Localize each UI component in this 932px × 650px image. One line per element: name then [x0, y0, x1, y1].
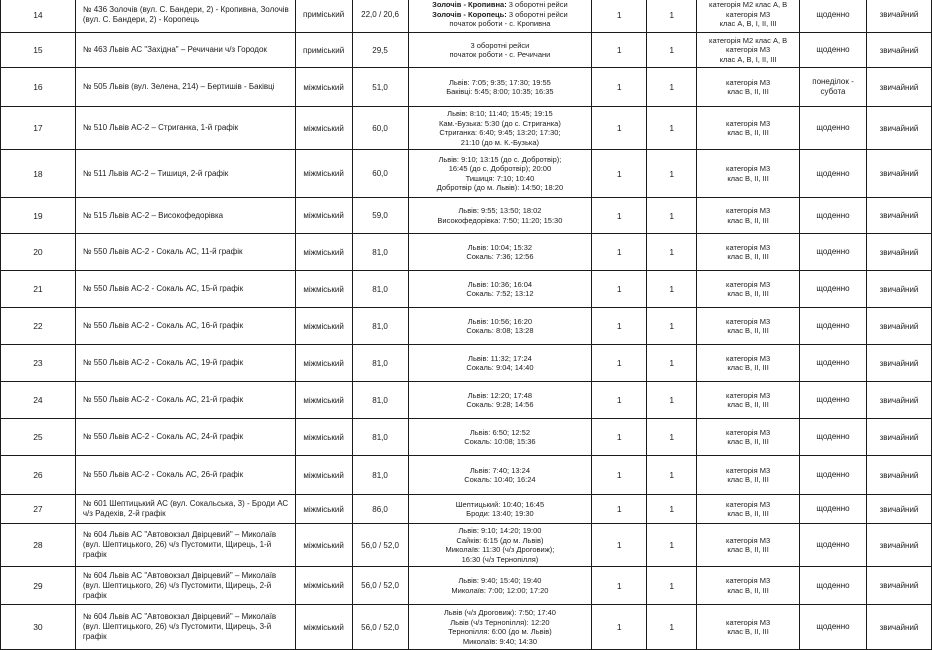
- schedule-line: Сокаль: 8:08; 13:28: [466, 326, 534, 335]
- schedule-line: Тишиця: 7:10; 10:40: [465, 173, 535, 183]
- table-row: [1, 567, 932, 605]
- transport-type-cell: міжміський: [295, 382, 352, 419]
- bus-category-cell: [697, 567, 800, 605]
- table-row: [1, 456, 932, 495]
- route-number-cell: 26: [1, 456, 76, 495]
- trips-out-cell: 1: [592, 271, 647, 308]
- route-name-cell: № 601 Шептицький АС (вул. Сокальська, 3) - Броди АС ч/з Радехів, 2-й графік: [75, 495, 295, 524]
- distance-cell: 56,0 / 52,0: [352, 524, 408, 567]
- schedule-line: Сокаль: 9:04; 14:40: [466, 363, 534, 372]
- table-row: [1, 150, 932, 198]
- category-line: категорія М3: [726, 77, 771, 87]
- category-line: клас В, II, III: [727, 252, 769, 261]
- periodicity-cell: щоденно: [800, 33, 867, 68]
- route-number-cell: 27: [1, 495, 76, 524]
- schedule-line: Броди: 13:40; 19:30: [466, 509, 534, 518]
- transport-type-cell: приміський: [295, 33, 352, 68]
- bus-category-cell: [697, 271, 800, 308]
- schedule-line: Львів (ч/з Дроговиж): 7:50; 17:40: [443, 608, 556, 617]
- trips-back-cell: 1: [647, 495, 697, 524]
- route-number-cell: 21: [1, 271, 76, 308]
- route-mode-cell: звичайний: [866, 107, 931, 150]
- schedule-cell: [408, 456, 592, 495]
- schedule-line: Львів: 9:55; 13:50; 18:02: [458, 206, 542, 215]
- trips-out-cell: 1: [592, 495, 647, 524]
- category-line: категорія М3: [726, 9, 771, 19]
- distance-cell: 81,0: [352, 234, 408, 271]
- distance-cell: 86,0: [352, 495, 408, 524]
- schedule-line: Сокаль: 7:52; 13:12: [466, 289, 534, 298]
- category-line: клас В, II, III: [727, 437, 769, 446]
- trips-back-cell: 1: [647, 107, 697, 150]
- periodicity-cell: щоденно: [800, 345, 867, 382]
- bus-category-cell: [697, 234, 800, 271]
- route-name-cell: № 550 Львів АС-2 - Сокаль АС, 26-й графік: [75, 456, 295, 495]
- route-number-cell: 30: [1, 605, 76, 650]
- trips-out-cell: 1: [592, 567, 647, 605]
- schedule-cell: [408, 107, 592, 150]
- category-line: клас В, II, III: [727, 326, 769, 335]
- route-mode-cell: звичайний: [866, 234, 931, 271]
- periodicity-cell: щоденно: [800, 605, 867, 650]
- schedule-cell: [408, 345, 592, 382]
- schedule-cell: [408, 308, 592, 345]
- category-line: клас В, II, III: [727, 400, 769, 409]
- schedule-cell: [408, 419, 592, 456]
- transport-type-cell: міжміський: [295, 456, 352, 495]
- route-name-cell: № 510 Львів АС-2 – Стриганка, 1-й графік: [75, 107, 295, 150]
- schedule-line: Високофедорівка: 7:50; 11:20; 15:30: [437, 215, 563, 225]
- schedule-line: 3 оборотні рейси: [470, 40, 530, 50]
- trips-out-cell: 1: [592, 419, 647, 456]
- trips-back-cell: 1: [647, 150, 697, 198]
- distance-cell: 81,0: [352, 345, 408, 382]
- table-row: [1, 198, 932, 234]
- bus-category-cell: [697, 107, 800, 150]
- bus-category-cell: [697, 345, 800, 382]
- route-name-cell: № 515 Львів АС-2 – Високофедорівка: [75, 198, 295, 234]
- schedule-line: Сокаль: 10:40; 16:24: [464, 475, 536, 484]
- schedule-cell: [408, 234, 592, 271]
- category-line: клас В, II, III: [727, 173, 769, 183]
- transport-type-cell: міжміський: [295, 107, 352, 150]
- schedule-line: Львів: 6:50; 12:52: [469, 427, 530, 437]
- distance-cell: 60,0: [352, 107, 408, 150]
- trips-back-cell: 1: [647, 382, 697, 419]
- category-line: категорія М3: [726, 164, 771, 173]
- category-line: категорія М3: [726, 499, 771, 509]
- schedule-line-bold: Золочів - Коропець:: [432, 9, 507, 19]
- distance-cell: 81,0: [352, 419, 408, 456]
- trips-back-cell: 1: [647, 198, 697, 234]
- table-row: [1, 345, 932, 382]
- trips-back-cell: 1: [647, 419, 697, 456]
- trips-out-cell: 1: [592, 345, 647, 382]
- route-number-cell: 28: [1, 524, 76, 567]
- schedule-line: Тернопілля: 6:00 (до м. Львів): [448, 627, 552, 636]
- trips-back-cell: 1: [647, 234, 697, 271]
- periodicity-cell: щоденно: [800, 524, 867, 567]
- table-row: [1, 495, 932, 524]
- bus-category-cell: [697, 308, 800, 345]
- schedule-line: Львів: 9:10; 14:20; 19:00: [458, 526, 542, 535]
- route-number-cell: 14: [1, 0, 76, 33]
- routes-table-body: [1, 0, 932, 650]
- schedule-line: Миколаїв: 11:30 (ч/з Дроговиж);: [445, 545, 555, 554]
- trips-back-cell: 1: [647, 345, 697, 382]
- route-name-cell: № 550 Львів АС-2 - Сокаль АС, 21-й графік: [75, 382, 295, 419]
- category-line: категорія М3: [726, 427, 771, 437]
- route-name-cell: № 511 Львів АС-2 – Тишиця, 2-й графік: [75, 150, 295, 198]
- route-name-cell: № 550 Львів АС-2 - Сокаль АС, 19-й графік: [75, 345, 295, 382]
- schedule-line: Львів: 11:32; 17:24: [468, 353, 532, 363]
- distance-cell: 22,0 / 20,6: [352, 0, 408, 33]
- distance-cell: 81,0: [352, 271, 408, 308]
- periodicity-cell: щоденно: [800, 150, 867, 198]
- schedule-line-bold: Золочів - Кропивна:: [432, 0, 507, 10]
- periodicity-cell: щоденно: [800, 0, 867, 33]
- route-name-cell: № 436 Золочів (вул. С. Бандери, 2) - Кропивна, Золочів (вул. С. Бандери, 2) - Коропець: [75, 0, 295, 33]
- bus-category-cell: [697, 495, 800, 524]
- category-line: клас А, В, I, II, III: [719, 54, 777, 64]
- route-mode-cell: звичайний: [866, 345, 931, 382]
- category-line: категорія М3: [726, 316, 771, 326]
- periodicity-cell: щоденно: [800, 234, 867, 271]
- route-mode-cell: звичайний: [866, 308, 931, 345]
- periodicity-cell: щоденно: [800, 107, 867, 150]
- trips-out-cell: 1: [592, 605, 647, 650]
- route-name-cell: № 463 Львів АС "Західна" – Речичани ч/з Городок: [75, 33, 295, 68]
- trips-out-cell: 1: [592, 382, 647, 419]
- schedule-line: Львів: 7:05; 9:35; 17:30; 19:55: [448, 77, 551, 87]
- bus-category-cell: [697, 0, 800, 33]
- periodicity-cell: щоденно: [800, 271, 867, 308]
- category-line: клас В, II, III: [727, 128, 769, 137]
- route-mode-cell: звичайний: [866, 495, 931, 524]
- schedule-line: Львів: 7:40; 13:24: [469, 465, 530, 475]
- table-row: [1, 524, 932, 567]
- category-line: категорія М3: [726, 353, 771, 363]
- table-row: [1, 33, 932, 68]
- schedule-line: Львів: 9:40; 15:40; 19:40: [458, 576, 542, 585]
- schedule-line: Львів: 12:20; 17:48: [467, 390, 533, 400]
- route-number-cell: 17: [1, 107, 76, 150]
- schedule-line: Стриганка: 6:40; 9:45; 13:20; 17:30;: [439, 128, 561, 137]
- periodicity-cell: щоденно: [800, 419, 867, 456]
- transport-type-cell: міжміський: [295, 345, 352, 382]
- table-row: [1, 107, 932, 150]
- category-line: клас В, II, III: [727, 363, 769, 372]
- schedule-line: Львів: 8:10; 11:40; 15:45; 19:15: [447, 109, 553, 118]
- transport-type-cell: міжміський: [295, 567, 352, 605]
- bus-category-cell: [697, 524, 800, 567]
- bus-category-cell: [697, 68, 800, 107]
- trips-back-cell: 1: [647, 456, 697, 495]
- schedule-line: Сокаль: 9:28; 14:56: [466, 400, 534, 409]
- transport-type-cell: міжміський: [295, 605, 352, 650]
- distance-cell: 29,5: [352, 33, 408, 68]
- schedule-cell: [408, 33, 592, 68]
- category-line: категорія М3: [726, 617, 771, 627]
- transport-type-cell: міжміський: [295, 68, 352, 107]
- trips-back-cell: 1: [647, 524, 697, 567]
- trips-out-cell: 1: [592, 68, 647, 107]
- schedule-line: Сокаль: 7:36; 12:56: [466, 252, 534, 261]
- route-number-cell: 29: [1, 567, 76, 605]
- distance-cell: 81,0: [352, 382, 408, 419]
- transport-type-cell: міжміський: [295, 271, 352, 308]
- trips-out-cell: 1: [592, 0, 647, 33]
- schedule-cell: [408, 524, 592, 567]
- schedule-line: Львів: 10:04; 15:32: [467, 242, 533, 252]
- bus-category-cell: [697, 150, 800, 198]
- route-mode-cell: звичайний: [866, 68, 931, 107]
- schedule-line: Миколаїв: 7:00; 12:00; 17:20: [451, 585, 549, 595]
- schedule-line: Сайків: 6:15 (до м. Львів): [456, 535, 544, 545]
- distance-cell: 56,0 / 52,0: [352, 567, 408, 605]
- category-line: категорія М3: [726, 242, 771, 252]
- table-row: [1, 419, 932, 456]
- schedule-line: Львів: 10:36; 16:04: [467, 279, 533, 289]
- transport-type-cell: приміський: [295, 0, 352, 33]
- category-line: клас В, II, III: [727, 585, 769, 595]
- category-line: клас В, II, III: [727, 627, 769, 636]
- table-row: [1, 605, 932, 650]
- route-number-cell: 20: [1, 234, 76, 271]
- trips-out-cell: 1: [592, 234, 647, 271]
- category-line: клас В, II, III: [727, 509, 769, 518]
- distance-cell: 81,0: [352, 456, 408, 495]
- schedule-line: Львів: 9:10; 13:15 (до с. Добротвір);: [438, 154, 562, 164]
- route-number-cell: 19: [1, 198, 76, 234]
- route-name-cell: № 550 Львів АС-2 - Сокаль АС, 15-й графік: [75, 271, 295, 308]
- route-mode-cell: звичайний: [866, 271, 931, 308]
- schedule-line: Добротвір (до м. Львів): 14:50; 18:20: [436, 183, 564, 192]
- route-mode-cell: звичайний: [866, 524, 931, 567]
- schedule-cell: [408, 605, 592, 650]
- distance-cell: 59,0: [352, 198, 408, 234]
- schedule-line: Миколаїв: 9:40; 14:30: [462, 636, 537, 646]
- category-line: клас В, II, III: [727, 545, 769, 554]
- trips-back-cell: 1: [647, 271, 697, 308]
- periodicity-cell: щоденно: [800, 382, 867, 419]
- schedule-line: 16:30 (ч/з Тернопілля): [461, 554, 539, 564]
- schedule-line: Шептицький: 10:40; 16:45: [455, 499, 545, 509]
- schedule-cell: [408, 198, 592, 234]
- trips-back-cell: 1: [647, 33, 697, 68]
- schedule-cell: [408, 382, 592, 419]
- transport-type-cell: міжміський: [295, 524, 352, 567]
- category-line: клас В, II, III: [727, 87, 769, 96]
- table-row: [1, 68, 932, 107]
- schedule-line-rest: 3 оборотні рейси: [506, 9, 568, 19]
- schedule-line: Львів: 10:56; 16:20: [467, 316, 533, 326]
- bus-category-cell: [697, 198, 800, 234]
- periodicity-cell: щоденно: [800, 567, 867, 605]
- trips-out-cell: 1: [592, 33, 647, 68]
- trips-back-cell: 1: [647, 308, 697, 345]
- transport-type-cell: міжміський: [295, 234, 352, 271]
- category-line: клас В, II, III: [727, 289, 769, 298]
- route-mode-cell: звичайний: [866, 150, 931, 198]
- trips-out-cell: 1: [592, 198, 647, 234]
- category-line: категорія М3: [726, 576, 771, 585]
- schedule-cell: [408, 150, 592, 198]
- route-mode-cell: звичайний: [866, 605, 931, 650]
- periodicity-cell: щоденно: [800, 308, 867, 345]
- category-line: клас В, II, III: [727, 475, 769, 484]
- route-mode-cell: звичайний: [866, 33, 931, 68]
- transport-type-cell: міжміський: [295, 150, 352, 198]
- transport-type-cell: міжміський: [295, 198, 352, 234]
- distance-cell: 56,0 / 52,0: [352, 605, 408, 650]
- route-mode-cell: звичайний: [866, 0, 931, 33]
- periodicity-cell: щоденно: [800, 495, 867, 524]
- bus-category-cell: [697, 33, 800, 68]
- route-mode-cell: звичайний: [866, 567, 931, 605]
- category-line: категорія М3: [726, 206, 771, 215]
- distance-cell: 81,0: [352, 308, 408, 345]
- category-line: категорія М3: [726, 118, 771, 128]
- category-line: клас В, II, III: [727, 215, 769, 225]
- trips-back-cell: 1: [647, 68, 697, 107]
- route-number-cell: 16: [1, 68, 76, 107]
- route-mode-cell: звичайний: [866, 419, 931, 456]
- schedule-cell: [408, 68, 592, 107]
- bus-category-cell: [697, 605, 800, 650]
- route-mode-cell: звичайний: [866, 456, 931, 495]
- schedule-cell: [408, 0, 592, 33]
- bus-category-cell: [697, 382, 800, 419]
- schedule-line: 16:45 (до с. Добротвір); 20:00: [448, 164, 552, 173]
- schedule-cell: [408, 567, 592, 605]
- schedule-line: Сокаль: 10:08; 15:36: [464, 437, 536, 446]
- trips-out-cell: 1: [592, 524, 647, 567]
- category-line: категорія М3: [726, 390, 771, 400]
- periodicity-cell: понеділок - субота: [800, 68, 867, 107]
- route-name-cell: № 604 Львів АС "Автовокзал Двірцевий" – Миколаїв (вул. Шептицького, 26) ч/з Пустомити, Щирець, 2-й графік: [75, 567, 295, 605]
- schedule-line-rest: 3 оборотні рейси: [506, 0, 568, 10]
- route-number-cell: 23: [1, 345, 76, 382]
- table-row: [1, 234, 932, 271]
- bus-category-cell: [697, 456, 800, 495]
- route-number-cell: 18: [1, 150, 76, 198]
- transport-type-cell: міжміський: [295, 419, 352, 456]
- transport-type-cell: міжміський: [295, 495, 352, 524]
- category-line: категорія М3: [726, 535, 771, 545]
- route-name-cell: № 505 Львів (вул. Зелена, 214) – Бертишів - Баківці: [75, 68, 295, 107]
- schedule-line: початок роботи - с. Кропивна: [449, 19, 551, 29]
- schedule-cell: [408, 495, 592, 524]
- trips-out-cell: 1: [592, 308, 647, 345]
- schedule-line: [412, 10, 589, 20]
- route-name-cell: № 604 Львів АС "Автовокзал Двірцевий" – Миколаїв (вул. Шептицького, 26) ч/з Пустомити, Щирець, 3-й графік: [75, 605, 295, 650]
- table-row: [1, 271, 932, 308]
- trips-back-cell: 1: [647, 605, 697, 650]
- route-name-cell: № 604 Львів АС "Автовокзал Двірцевий" – Миколаїв (вул. Шептицького, 26) ч/з Пустомити, Щирець, 1-й графік: [75, 524, 295, 567]
- schedule-line: 21:10 (до м. К.-Бузька): [460, 137, 540, 147]
- category-line: категорія М3: [726, 279, 771, 289]
- distance-cell: 60,0: [352, 150, 408, 198]
- route-name-cell: № 550 Львів АС-2 - Сокаль АС, 11-й графік: [75, 234, 295, 271]
- distance-cell: 51,0: [352, 68, 408, 107]
- category-line: категорія М2 клас А, В: [709, 0, 788, 10]
- trips-back-cell: 1: [647, 567, 697, 605]
- route-number-cell: 15: [1, 33, 76, 68]
- category-line: категорія М3: [726, 45, 771, 55]
- route-mode-cell: звичайний: [866, 382, 931, 419]
- route-name-cell: № 550 Львів АС-2 - Сокаль АС, 24-й графік: [75, 419, 295, 456]
- schedule-line: початок роботи - с. Речичани: [449, 50, 551, 59]
- table-row: [1, 308, 932, 345]
- periodicity-cell: щоденно: [800, 456, 867, 495]
- trips-out-cell: 1: [592, 456, 647, 495]
- category-line: категорія М2 клас А, В: [709, 35, 788, 45]
- route-number-cell: 24: [1, 382, 76, 419]
- periodicity-cell: щоденно: [800, 198, 867, 234]
- transport-type-cell: міжміський: [295, 308, 352, 345]
- trips-back-cell: 1: [647, 0, 697, 33]
- schedule-line: [412, 0, 589, 10]
- category-line: категорія М3: [726, 465, 771, 475]
- route-number-cell: 25: [1, 419, 76, 456]
- table-row: [1, 0, 932, 33]
- bus-category-cell: [697, 419, 800, 456]
- route-name-cell: № 550 Львів АС-2 - Сокаль АС, 16-й графік: [75, 308, 295, 345]
- route-mode-cell: звичайний: [866, 198, 931, 234]
- schedule-cell: [408, 271, 592, 308]
- trips-out-cell: 1: [592, 150, 647, 198]
- route-number-cell: 22: [1, 308, 76, 345]
- category-line: клас А, В, I, II, III: [719, 19, 777, 29]
- schedule-line: Львів (ч/з Тернопілля): 12:20: [450, 617, 550, 627]
- table-row: [1, 382, 932, 419]
- trips-out-cell: 1: [592, 107, 647, 150]
- schedule-line: Кам.-Бузька: 5:30 (до с. Стриганка): [438, 118, 561, 128]
- schedule-line: Баківці: 5:45; 8:00; 10:35; 16:35: [446, 87, 554, 96]
